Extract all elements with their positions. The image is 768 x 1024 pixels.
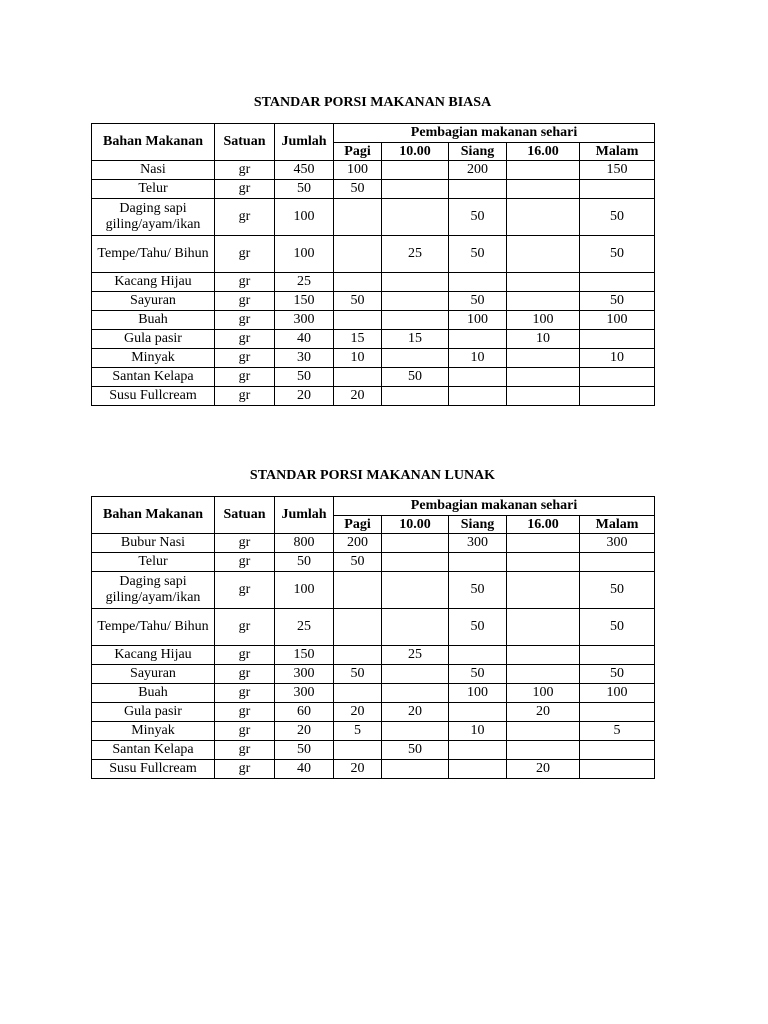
header-pagi: Pagi	[334, 143, 382, 161]
cell-bahan: Susu Fullcream	[92, 387, 215, 406]
cell-siang: 50	[449, 199, 507, 236]
cell-satuan: gr	[215, 199, 275, 236]
cell-satuan: gr	[215, 311, 275, 330]
cell-satuan: gr	[215, 684, 275, 703]
cell-satuan: gr	[215, 368, 275, 387]
cell-jumlah: 100	[275, 199, 334, 236]
cell-malam: 10	[580, 349, 655, 368]
cell-10-00: 20	[382, 703, 449, 722]
cell-bahan: Santan Kelapa	[92, 368, 215, 387]
cell-pagi: 20	[334, 387, 382, 406]
cell-jumlah: 50	[275, 741, 334, 760]
cell-siang	[449, 273, 507, 292]
cell-10-00	[382, 534, 449, 553]
table-row	[92, 534, 655, 553]
cell-bahan: Santan Kelapa	[92, 741, 215, 760]
cell-satuan: gr	[215, 273, 275, 292]
cell-pagi: 100	[334, 161, 382, 180]
table-row	[92, 665, 655, 684]
header-bahan-makanan: Bahan Makanan	[92, 497, 215, 534]
cell-jumlah: 25	[275, 609, 334, 646]
cell-malam	[580, 368, 655, 387]
cell-malam: 50	[580, 665, 655, 684]
cell-pagi	[334, 236, 382, 273]
cell-siang: 100	[449, 684, 507, 703]
header-10-00: 10.00	[382, 516, 449, 534]
cell-pagi: 50	[334, 180, 382, 199]
table-row	[92, 760, 655, 779]
cell-jumlah: 60	[275, 703, 334, 722]
table-row	[92, 684, 655, 703]
cell-malam: 300	[580, 534, 655, 553]
cell-malam	[580, 273, 655, 292]
cell-pagi	[334, 646, 382, 665]
cell-malam	[580, 760, 655, 779]
header-siang: Siang	[449, 516, 507, 534]
cell-bahan: Bubur Nasi	[92, 534, 215, 553]
cell-16-00	[507, 161, 580, 180]
cell-malam: 50	[580, 199, 655, 236]
header-bahan-makanan: Bahan Makanan	[92, 124, 215, 161]
cell-pagi: 20	[334, 760, 382, 779]
cell-16-00	[507, 609, 580, 646]
cell-malam: 50	[580, 236, 655, 273]
cell-jumlah: 150	[275, 292, 334, 311]
cell-satuan: gr	[215, 180, 275, 199]
cell-satuan: gr	[215, 236, 275, 273]
cell-10-00	[382, 665, 449, 684]
cell-malam	[580, 330, 655, 349]
table-row	[92, 741, 655, 760]
cell-jumlah: 50	[275, 180, 334, 199]
cell-bahan: Sayuran	[92, 665, 215, 684]
cell-satuan: gr	[215, 760, 275, 779]
cell-jumlah: 800	[275, 534, 334, 553]
cell-16-00	[507, 534, 580, 553]
cell-satuan: gr	[215, 609, 275, 646]
cell-16-00: 100	[507, 311, 580, 330]
cell-malam: 100	[580, 311, 655, 330]
cell-siang	[449, 760, 507, 779]
table-row	[92, 330, 655, 349]
table-row	[92, 368, 655, 387]
cell-jumlah: 20	[275, 387, 334, 406]
cell-pagi	[334, 609, 382, 646]
cell-10-00: 15	[382, 330, 449, 349]
cell-16-00	[507, 553, 580, 572]
cell-satuan: gr	[215, 703, 275, 722]
cell-16-00	[507, 722, 580, 741]
cell-siang	[449, 330, 507, 349]
cell-siang	[449, 646, 507, 665]
cell-bahan: Tempe/Tahu/ Bihun	[92, 236, 215, 273]
cell-jumlah: 20	[275, 722, 334, 741]
table-row	[92, 199, 655, 236]
table-row	[92, 311, 655, 330]
cell-16-00	[507, 387, 580, 406]
cell-siang: 10	[449, 349, 507, 368]
cell-10-00	[382, 180, 449, 199]
cell-16-00	[507, 368, 580, 387]
header-16-00: 16.00	[507, 516, 580, 534]
cell-satuan: gr	[215, 349, 275, 368]
header-10-00: 10.00	[382, 143, 449, 161]
cell-16-00	[507, 646, 580, 665]
section-porsi-lunak	[91, 466, 654, 779]
table-title-lunak: STANDAR PORSI MAKANAN LUNAK	[249, 468, 496, 483]
cell-siang: 50	[449, 572, 507, 609]
cell-10-00	[382, 553, 449, 572]
cell-jumlah: 40	[275, 330, 334, 349]
cell-bahan: Telur	[92, 180, 215, 199]
cell-jumlah: 50	[275, 553, 334, 572]
cell-siang	[449, 180, 507, 199]
header-jumlah: Jumlah	[275, 497, 334, 534]
cell-16-00: 10	[507, 330, 580, 349]
cell-jumlah: 40	[275, 760, 334, 779]
cell-pagi: 50	[334, 665, 382, 684]
header-satuan: Satuan	[215, 124, 275, 161]
cell-16-00	[507, 572, 580, 609]
cell-pagi: 5	[334, 722, 382, 741]
cell-10-00	[382, 760, 449, 779]
cell-malam: 100	[580, 684, 655, 703]
cell-pagi	[334, 199, 382, 236]
cell-siang: 300	[449, 534, 507, 553]
cell-pagi	[334, 273, 382, 292]
header-malam: Malam	[580, 516, 655, 534]
cell-malam: 50	[580, 572, 655, 609]
cell-10-00	[382, 349, 449, 368]
cell-10-00	[382, 311, 449, 330]
cell-jumlah: 100	[275, 236, 334, 273]
cell-pagi	[334, 368, 382, 387]
cell-siang: 50	[449, 236, 507, 273]
cell-siang	[449, 703, 507, 722]
table-row	[92, 292, 655, 311]
cell-malam	[580, 646, 655, 665]
cell-16-00	[507, 665, 580, 684]
cell-pagi	[334, 741, 382, 760]
cell-pagi: 10	[334, 349, 382, 368]
cell-malam: 150	[580, 161, 655, 180]
cell-bahan: Gula pasir	[92, 330, 215, 349]
cell-satuan: gr	[215, 646, 275, 665]
cell-10-00	[382, 684, 449, 703]
cell-16-00	[507, 292, 580, 311]
cell-bahan: Minyak	[92, 349, 215, 368]
cell-pagi	[334, 572, 382, 609]
cell-satuan: gr	[215, 161, 275, 180]
table-title-biasa: STANDAR PORSI MAKANAN BIASA	[253, 95, 492, 110]
cell-10-00	[382, 161, 449, 180]
cell-16-00	[507, 349, 580, 368]
cell-16-00: 20	[507, 703, 580, 722]
cell-jumlah: 25	[275, 273, 334, 292]
header-pembagian: Pembagian makanan sehari	[334, 497, 655, 516]
cell-bahan: Buah	[92, 684, 215, 703]
cell-jumlah: 450	[275, 161, 334, 180]
cell-bahan: Sayuran	[92, 292, 215, 311]
cell-malam: 50	[580, 292, 655, 311]
cell-satuan: gr	[215, 553, 275, 572]
cell-pagi: 200	[334, 534, 382, 553]
table-row	[92, 387, 655, 406]
table-porsi-lunak	[91, 496, 655, 779]
header-pembagian: Pembagian makanan sehari	[334, 124, 655, 143]
cell-siang: 100	[449, 311, 507, 330]
cell-10-00	[382, 292, 449, 311]
cell-jumlah: 300	[275, 665, 334, 684]
cell-satuan: gr	[215, 387, 275, 406]
cell-10-00	[382, 722, 449, 741]
cell-10-00: 25	[382, 646, 449, 665]
header-malam: Malam	[580, 143, 655, 161]
cell-siang: 50	[449, 665, 507, 684]
cell-jumlah: 30	[275, 349, 334, 368]
table-row	[92, 703, 655, 722]
cell-siang: 10	[449, 722, 507, 741]
cell-bahan: Nasi	[92, 161, 215, 180]
cell-satuan: gr	[215, 534, 275, 553]
cell-pagi: 20	[334, 703, 382, 722]
cell-malam	[580, 741, 655, 760]
cell-10-00	[382, 387, 449, 406]
cell-pagi: 15	[334, 330, 382, 349]
cell-bahan: Gula pasir	[92, 703, 215, 722]
cell-10-00	[382, 273, 449, 292]
cell-siang: 50	[449, 609, 507, 646]
cell-16-00: 20	[507, 760, 580, 779]
cell-malam: 50	[580, 609, 655, 646]
cell-10-00: 50	[382, 741, 449, 760]
table-row	[92, 236, 655, 273]
cell-satuan: gr	[215, 292, 275, 311]
cell-siang: 200	[449, 161, 507, 180]
cell-bahan: Minyak	[92, 722, 215, 741]
cell-16-00	[507, 741, 580, 760]
table-row	[92, 180, 655, 199]
cell-16-00: 100	[507, 684, 580, 703]
cell-jumlah: 300	[275, 311, 334, 330]
cell-pagi	[334, 684, 382, 703]
cell-siang	[449, 387, 507, 406]
cell-jumlah: 300	[275, 684, 334, 703]
cell-10-00: 50	[382, 368, 449, 387]
cell-bahan: Tempe/Tahu/ Bihun	[92, 609, 215, 646]
cell-bahan: Daging sapi giling/ayam/ikan	[92, 199, 215, 236]
cell-16-00	[507, 273, 580, 292]
cell-jumlah: 150	[275, 646, 334, 665]
cell-malam	[580, 703, 655, 722]
cell-malam	[580, 180, 655, 199]
cell-10-00: 25	[382, 236, 449, 273]
cell-siang	[449, 553, 507, 572]
cell-jumlah: 100	[275, 572, 334, 609]
header-siang: Siang	[449, 143, 507, 161]
cell-bahan: Susu Fullcream	[92, 760, 215, 779]
table-row	[92, 161, 655, 180]
cell-satuan: gr	[215, 665, 275, 684]
cell-jumlah: 50	[275, 368, 334, 387]
header-jumlah: Jumlah	[275, 124, 334, 161]
header-pagi: Pagi	[334, 516, 382, 534]
cell-bahan: Kacang Hijau	[92, 646, 215, 665]
cell-10-00	[382, 199, 449, 236]
cell-malam: 5	[580, 722, 655, 741]
cell-16-00	[507, 199, 580, 236]
cell-bahan: Telur	[92, 553, 215, 572]
cell-siang	[449, 741, 507, 760]
cell-bahan: Kacang Hijau	[92, 273, 215, 292]
cell-10-00	[382, 572, 449, 609]
cell-pagi: 50	[334, 553, 382, 572]
table-row	[92, 553, 655, 572]
table-row	[92, 646, 655, 665]
cell-malam	[580, 553, 655, 572]
table-row	[92, 722, 655, 741]
cell-malam	[580, 387, 655, 406]
cell-satuan: gr	[215, 330, 275, 349]
cell-10-00	[382, 609, 449, 646]
table-row	[92, 572, 655, 609]
section-porsi-biasa	[91, 93, 654, 406]
cell-pagi	[334, 311, 382, 330]
table-row	[92, 609, 655, 646]
table-row	[92, 273, 655, 292]
cell-siang: 50	[449, 292, 507, 311]
cell-16-00	[507, 180, 580, 199]
table-row	[92, 349, 655, 368]
cell-16-00	[507, 236, 580, 273]
table-porsi-biasa	[91, 123, 655, 406]
cell-satuan: gr	[215, 741, 275, 760]
cell-bahan: Buah	[92, 311, 215, 330]
cell-siang	[449, 368, 507, 387]
cell-bahan: Daging sapi giling/ayam/ikan	[92, 572, 215, 609]
cell-satuan: gr	[215, 722, 275, 741]
header-satuan: Satuan	[215, 497, 275, 534]
cell-satuan: gr	[215, 572, 275, 609]
cell-pagi: 50	[334, 292, 382, 311]
header-16-00: 16.00	[507, 143, 580, 161]
